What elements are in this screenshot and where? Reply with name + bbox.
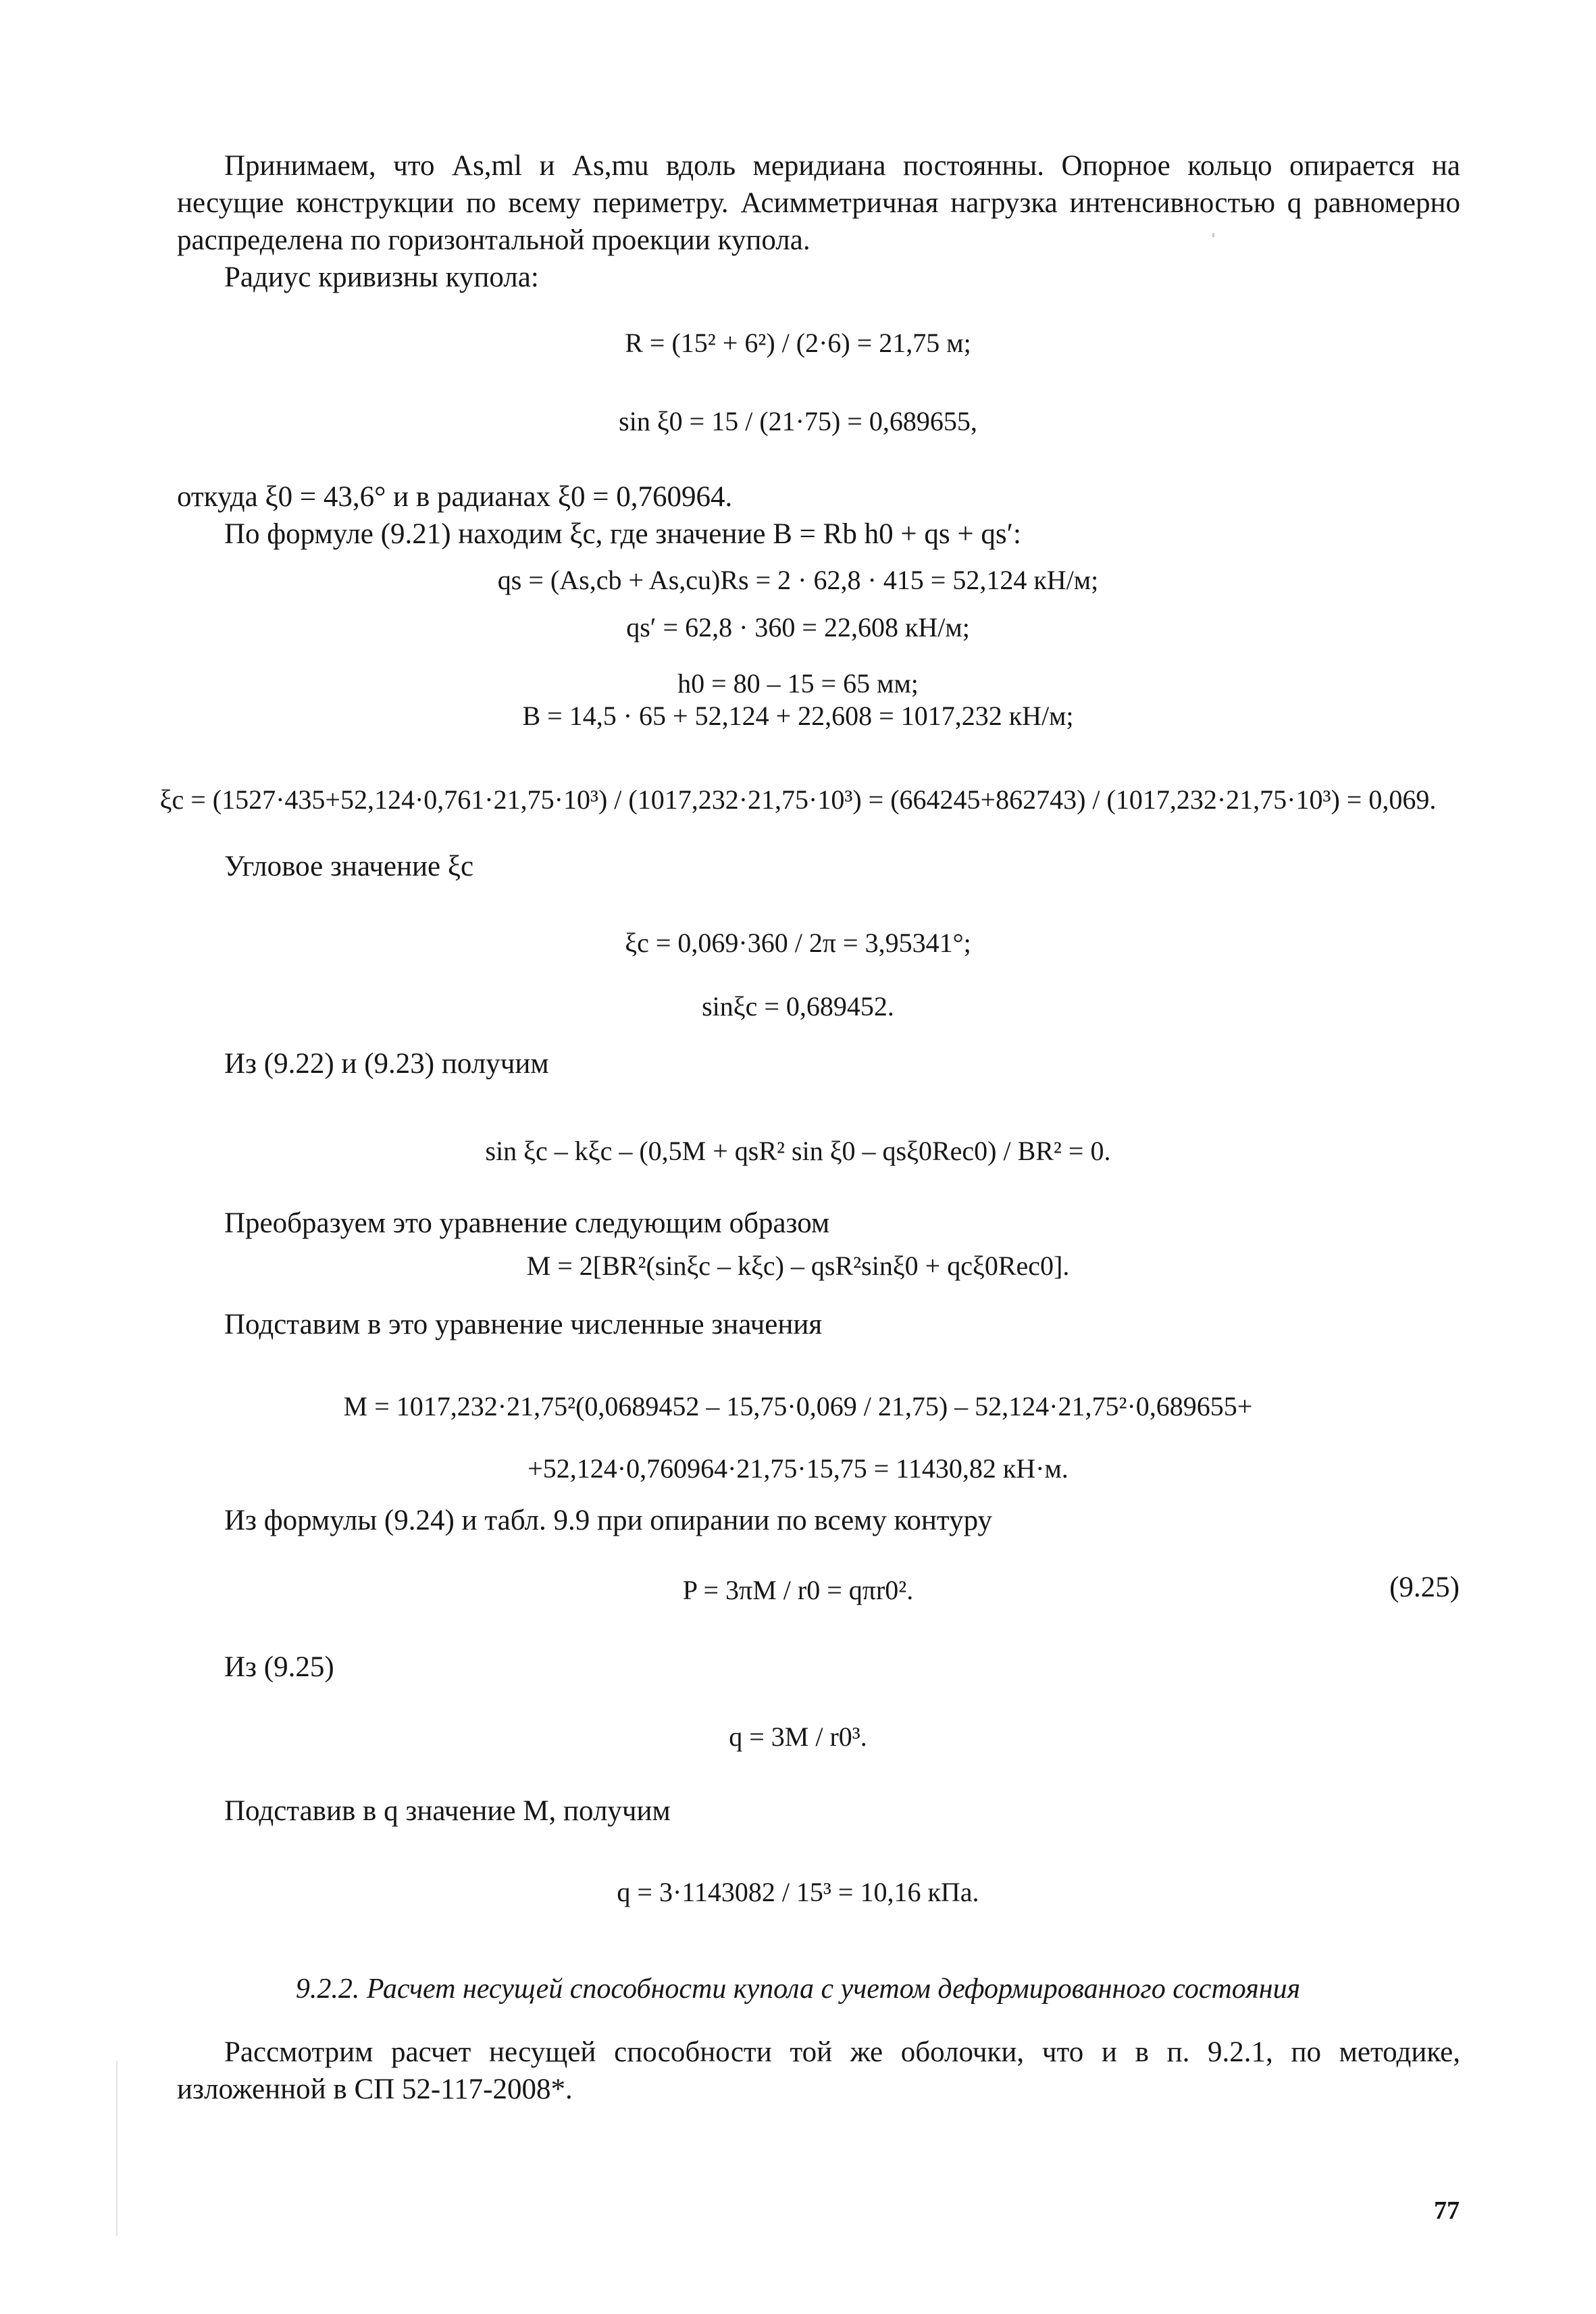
equation-radius: R = (15² + 6²) / (2·6) = 21,75 м; <box>625 328 971 358</box>
paragraph-transform: Преобразуем это уравнение следующим образом <box>224 1207 830 1239</box>
paragraph-formula-924: Из формулы (9.24) и табл. 9.9 при опирании по всему контуру <box>224 1505 993 1536</box>
paragraph-formula-921: По формуле (9.21) находим ξc, где значение B = Rb h0 + qs + qs′: <box>224 518 1021 550</box>
equation-M-numeric-2: +52,124·0,760964·21,75·15,75 = 11430,82 кН·м. <box>527 1453 1069 1484</box>
scan-dust-mark <box>1212 233 1214 237</box>
paragraph-consider: Рассмотрим расчет несущей способности той же оболочки, что и в п. 9.2.1, по методике, изложенной в СП 52-117-2008*. <box>177 2036 1460 2105</box>
equation-M: M = 2[BR²(sinξc – kξc) – qsR²sinξ0 + qcξ0Rec0]. <box>526 1251 1070 1281</box>
paragraph-substitute: Подставим в это уравнение численные значения <box>224 1309 823 1340</box>
equation-xi-c: ξc = (1527·435+52,124·0,761·21,75·10³) / (1017,232·21,75·10³) = (664245+862743) / (1017,232·21,75·10³) = 0,069. <box>159 784 1437 815</box>
paragraph-xi0: откуда ξ0 = 43,6° и в радианах ξ0 = 0,760964. <box>177 481 733 513</box>
paragraph-substituting-M: Подставив в q значение M, получим <box>224 1795 671 1827</box>
equation-qs: qs = (As,cb + As,cu)Rs = 2 · 62,8 · 415 = 52,124 кН/м; <box>497 565 1099 595</box>
equation-xi-c-degrees: ξc = 0,069·360 / 2π = 3,95341°; <box>625 928 971 958</box>
equation-qs-prime: qs′ = 62,8 · 360 = 22,608 кН/м; <box>626 612 970 643</box>
equation-sin-xi-c: sinξc = 0,689452. <box>702 991 894 1022</box>
equation-h0: h0 = 80 – 15 = 65 мм; <box>677 668 919 699</box>
equation-equilibrium: sin ξc – kξc – (0,5M + qsR² sin ξ0 – qsξ0Rec0) / BR² = 0. <box>485 1136 1111 1166</box>
paragraph-radius-label: Радиус кривизны купола: <box>224 261 539 293</box>
section-title: 9.2.2. Расчет несущей способности купола с учетом деформированного состояния <box>295 1973 1301 2005</box>
equation-number: (9.25) <box>1389 1571 1460 1603</box>
equation-q-value: q = 3·1143082 / 15³ = 10,16 кПа. <box>617 1877 979 1907</box>
equation-q-formula: q = 3M / r0³. <box>729 1721 867 1752</box>
paragraph-from-922-923: Из (9.22) и (9.23) получим <box>224 1048 549 1080</box>
page-number: 77 <box>1434 2196 1460 2225</box>
equation-P: P = 3πM / r0 = qπr0². <box>682 1575 914 1605</box>
equation-sin-xi0: sin ξ0 = 15 / (21·75) = 0,689655, <box>619 406 977 436</box>
equation-M-numeric-1: M = 1017,232·21,75²(0,0689452 – 15,75·0,069 / 21,75) – 52,124·21,75²·0,689655+ <box>343 1391 1253 1422</box>
paragraph-intro: Принимаем, что As,ml и As,mu вдоль меридиана постоянны. Опорное кольцо опирается на несущие конструкции по всему периметру. Асимметричная нагрузка интенсивностью q равномерно распределена по горизонтальной проекции купола. <box>177 150 1460 256</box>
equation-B: B = 14,5 · 65 + 52,124 + 22,608 = 1017,232 кН/м; <box>522 701 1074 731</box>
paragraph-angular-value: Угловое значение ξc <box>224 851 474 882</box>
paragraph-from-925: Из (9.25) <box>224 1651 334 1683</box>
scan-edge-line <box>116 2061 118 2236</box>
